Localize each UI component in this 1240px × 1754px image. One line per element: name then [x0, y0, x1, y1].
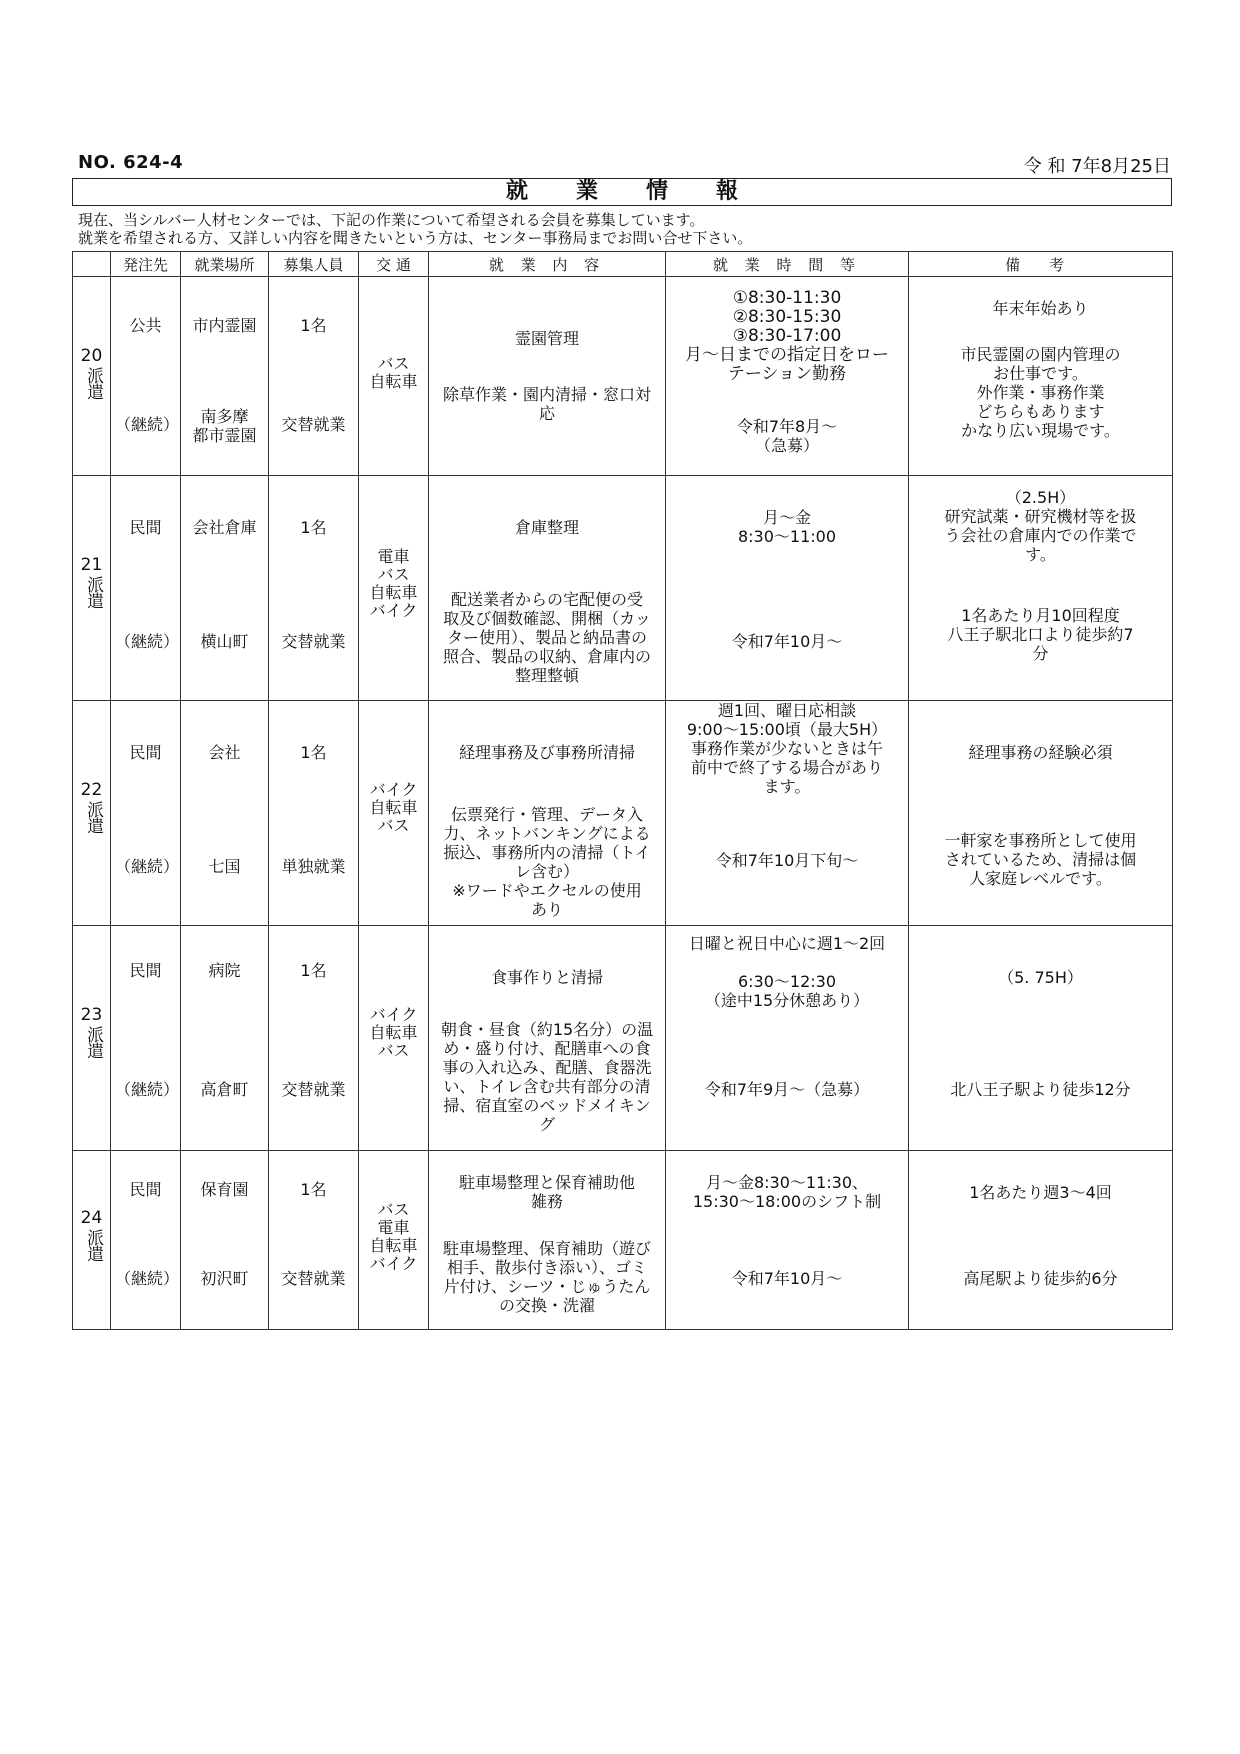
contract-status: （継続） — [115, 415, 180, 434]
work-hours-cell — [666, 701, 909, 926]
headcount: 1名 — [300, 316, 327, 335]
headcount-cell — [269, 926, 359, 1151]
col-header-workplace: 就業場所 — [181, 252, 269, 277]
job-number: 21 — [80, 555, 103, 575]
transport-cell — [359, 476, 429, 701]
workplace: 市内霊園 — [192, 316, 257, 335]
job-number: 24 — [80, 1208, 103, 1228]
remarks-primary: 年末年始あり — [992, 299, 1089, 318]
col-header-work-hours: 就 業 時 間 等 — [666, 252, 909, 277]
job-content-cell — [429, 701, 666, 926]
transport-options: バス 電車 自転車 バイク — [369, 1200, 418, 1273]
remarks-secondary: 一軒家を事務所として使用 されているため、清掃は個 人家庭レベルです。 — [944, 831, 1137, 888]
job-title: 食事作りと清掃 — [490, 968, 603, 987]
job-type: 派遣 — [83, 576, 103, 608]
job-detail: 駐車場整理、保育補助（遊び 相手、散歩付き添い）、ゴミ 片付け、シーツ・じゅうたん の交換・洗濯 — [442, 1239, 651, 1315]
work-hours-cell — [666, 476, 909, 701]
remarks-secondary: 高尾駅より徒歩約6分 — [963, 1269, 1118, 1288]
remarks-cell — [909, 926, 1173, 1151]
transport-cell — [359, 701, 429, 926]
start-date: 令和7年10月～ — [731, 1269, 843, 1288]
work-mode: 交替就業 — [281, 1080, 346, 1099]
workplace: 保育園 — [200, 1180, 249, 1199]
workplace-location: 南多摩 都市霊園 — [192, 407, 257, 445]
job-row — [73, 926, 1173, 1151]
col-header-remarks: 備 考 — [909, 252, 1173, 277]
contract-status: （継続） — [115, 1080, 180, 1099]
start-date: 令和7年8月～ （急募） — [736, 417, 838, 455]
col-header-headcount: 募集人員 — [269, 252, 359, 277]
client-type: 民間 — [129, 1180, 162, 1199]
document-number: NO. 624-4 — [78, 152, 184, 173]
client-cell — [111, 476, 181, 701]
client-type: 公共 — [129, 316, 162, 335]
headcount-cell — [269, 277, 359, 476]
job-type: 派遣 — [83, 1229, 103, 1261]
remarks-cell — [909, 277, 1173, 476]
work-hours: 日曜と祝日中心に週1～2回 6:30～12:30 （途中15分休憩あり） — [688, 934, 886, 1010]
intro-text-line-2: 就業を希望される方、又詳しい内容を聞きたいという方は、センター事務局までお問い合せ下さい。 — [78, 229, 753, 247]
transport-cell — [359, 926, 429, 1151]
work-hours-cell — [666, 277, 909, 476]
work-mode: 交替就業 — [281, 1269, 346, 1288]
client-cell — [111, 701, 181, 926]
workplace-location: 高倉町 — [200, 1080, 249, 1099]
client-type: 民間 — [129, 518, 162, 537]
workplace: 会社倉庫 — [192, 518, 257, 537]
work-hours-cell — [666, 926, 909, 1151]
client-type: 民間 — [129, 961, 162, 980]
job-content-cell — [429, 926, 666, 1151]
headcount-cell — [269, 701, 359, 926]
job-detail: 除草作業・園内清掃・窓口対 応 — [442, 385, 651, 423]
job-type: 派遣 — [83, 367, 103, 399]
col-header-client: 発注先 — [111, 252, 181, 277]
work-hours: 月～金8:30～11:30、 15:30～18:00のシフト制 — [692, 1173, 882, 1211]
job-number-cell — [73, 1151, 111, 1330]
transport-options: バス 自転車 — [369, 354, 418, 391]
workplace-cell — [181, 1151, 269, 1330]
job-number: 22 — [80, 780, 103, 800]
workplace-location: 初沢町 — [200, 1269, 249, 1288]
work-hours-cell — [666, 1151, 909, 1330]
job-number: 23 — [80, 1005, 103, 1025]
job-number-cell — [73, 277, 111, 476]
job-type: 派遣 — [83, 801, 103, 833]
col-header-transport: 交 通 — [359, 252, 429, 277]
remarks-cell — [909, 701, 1173, 926]
headcount: 1名 — [300, 743, 327, 762]
remarks-secondary: 北八王子駅より徒歩12分 — [950, 1080, 1131, 1099]
client-cell — [111, 926, 181, 1151]
headcount-cell — [269, 476, 359, 701]
job-number: 20 — [80, 346, 103, 366]
start-date: 令和7年10月～ — [731, 632, 843, 651]
work-hours: ①8:30-11:30 ②8:30-15:30 ③8:30-17:00 月～日までの指定日をロー テーション勤務 — [685, 288, 889, 384]
col-header-job-content: 就 業 内 容 — [429, 252, 666, 277]
workplace-location: 七国 — [208, 857, 241, 876]
job-listing-table — [72, 251, 1173, 1330]
job-number-cell — [73, 476, 111, 701]
headcount: 1名 — [300, 518, 327, 537]
job-row — [73, 1151, 1173, 1330]
job-title: 経理事務及び事務所清掃 — [458, 743, 635, 762]
work-hours: 月～金 8:30～11:00 — [737, 508, 837, 546]
work-mode: 交替就業 — [281, 632, 346, 651]
workplace: 会社 — [208, 743, 241, 762]
job-number-cell — [73, 926, 111, 1151]
job-row — [73, 277, 1173, 476]
work-mode: 交替就業 — [281, 415, 346, 434]
remarks-primary: （5. 75H） — [998, 968, 1083, 987]
job-type: 派遣 — [83, 1026, 103, 1058]
remarks-cell — [909, 1151, 1173, 1330]
remarks-primary: （2.5H） 研究試薬・研究機材等を扱 う会社の倉庫内での作業で す。 — [944, 488, 1137, 564]
work-hours: 週1回、曜日応相談 9:00～15:00頃（最大5H） 事務作業が少ないときは午 前中で終了する場合があり ます。 — [686, 701, 888, 796]
remarks-secondary: 市民霊園の園内管理の お仕事です。 外作業・事務作業 どちらもあります かなり広い現場です。 — [960, 345, 1121, 440]
remarks-primary: 1名あたり週3～4回 — [969, 1183, 1112, 1202]
job-title: 倉庫整理 — [514, 518, 579, 537]
contract-status: （継続） — [115, 1269, 180, 1288]
job-detail: 配送業者からの宅配便の受 取及び個数確認、開梱（カッ ター使用）、製品と納品書の 照合、製品の収納、倉庫内の 整理整頓 — [442, 590, 651, 685]
start-date: 令和7年9月～（急募） — [704, 1080, 870, 1099]
transport-options: バイク 自転車 バス — [369, 1005, 418, 1060]
workplace-cell — [181, 701, 269, 926]
work-mode: 単独就業 — [281, 857, 346, 876]
headcount: 1名 — [300, 961, 327, 980]
job-content-cell — [429, 277, 666, 476]
job-row — [73, 701, 1173, 926]
issue-date: 令 和 7年8月25日 — [1023, 156, 1171, 177]
table-header-row — [73, 252, 1173, 277]
remarks-secondary: 1名あたり月10回程度 八王子駅北口より徒歩約7 分 — [947, 606, 1134, 663]
job-title: 駐車場整理と保育補助他 雑務 — [458, 1173, 635, 1211]
intro-text-line-1: 現在、当シルバー人材センターでは、下記の作業について希望される会員を募集しています。 — [78, 211, 705, 229]
client-cell — [111, 277, 181, 476]
workplace-location: 横山町 — [200, 632, 249, 651]
job-row — [73, 476, 1173, 701]
headcount: 1名 — [300, 1180, 327, 1199]
col-header-number — [73, 252, 111, 277]
transport-options: バイク 自転車 バス — [369, 780, 418, 835]
client-cell — [111, 1151, 181, 1330]
contract-status: （継続） — [115, 857, 180, 876]
start-date: 令和7年10月下旬～ — [715, 851, 859, 870]
workplace-cell — [181, 476, 269, 701]
workplace-cell — [181, 926, 269, 1151]
contract-status: （継続） — [115, 632, 180, 651]
remarks-primary: 経理事務の経験必須 — [968, 743, 1113, 762]
job-content-cell — [429, 476, 666, 701]
client-type: 民間 — [129, 743, 162, 762]
job-rows — [73, 277, 1173, 1330]
remarks-cell — [909, 476, 1173, 701]
workplace-cell — [181, 277, 269, 476]
job-content-cell — [429, 1151, 666, 1330]
workplace: 病院 — [208, 961, 241, 980]
headcount-cell — [269, 1151, 359, 1330]
job-number-cell — [73, 701, 111, 926]
transport-cell — [359, 277, 429, 476]
job-title: 霊園管理 — [514, 329, 579, 348]
page-title: 就業情報 — [72, 178, 1172, 206]
transport-cell — [359, 1151, 429, 1330]
job-detail: 朝食・昼食（約15名分）の温 め・盛り付け、配膳車への食 事の入れ込み、配膳、食器洗 い、トイレ含む共有部分の清 掃、宿直室のベッドメイキン グ — [440, 1020, 654, 1134]
transport-options: 電車 バス 自転車 バイク — [369, 547, 418, 620]
job-detail: 伝票発行・管理、データ入 力、ネットバンキングによる 振込、事務所内の清掃（トイ レ含む） ※ワードやエクセルの使用 あり — [443, 805, 651, 919]
